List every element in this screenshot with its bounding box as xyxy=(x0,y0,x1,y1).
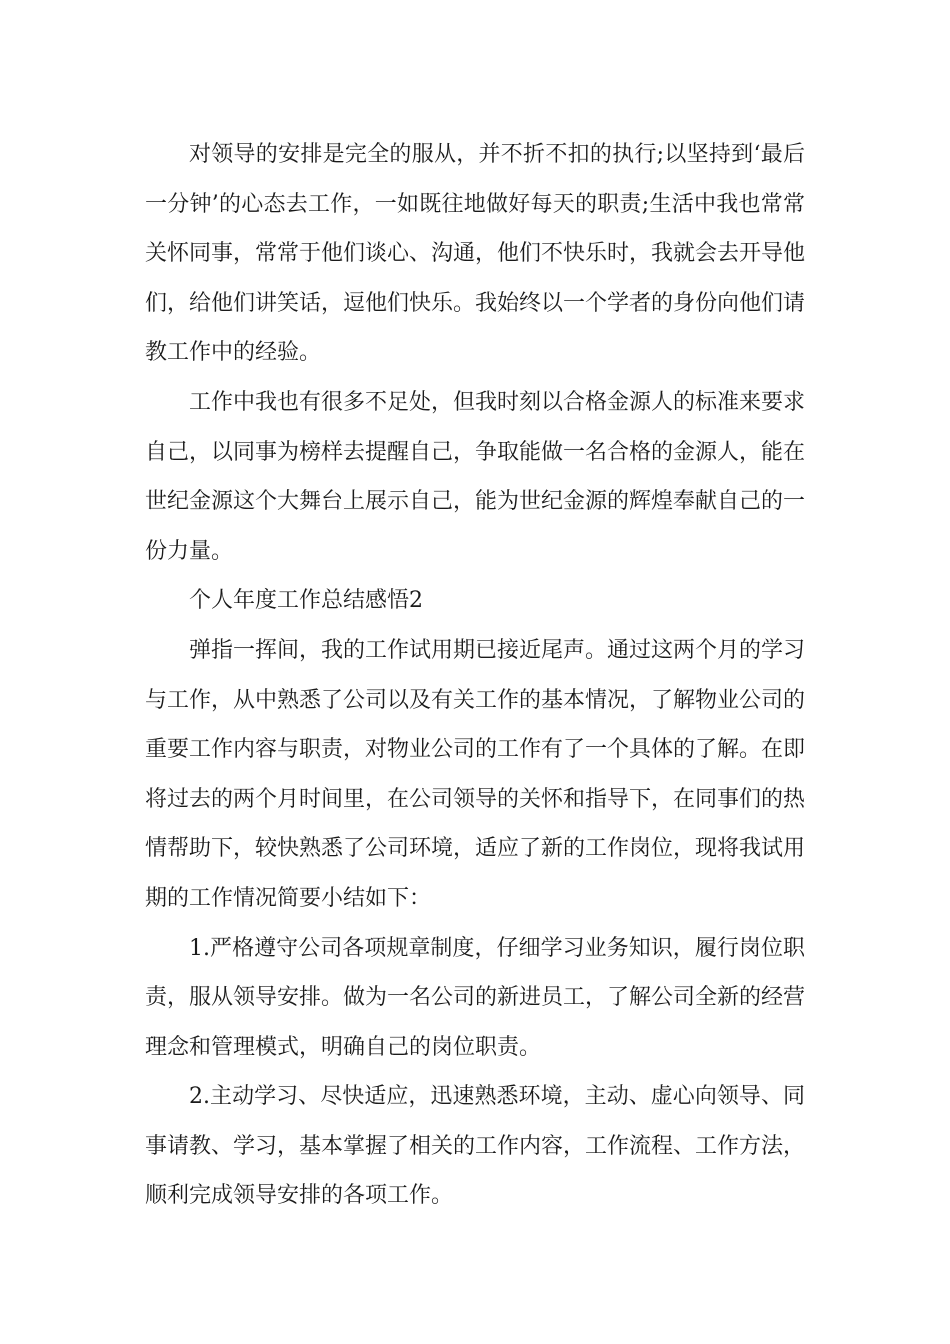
paragraph-shortcomings: 工作中我也有很多不足处，但我时刻以合格金源人的标准来要求自己，以同事为榜样去提醒自己，争取能做一名合格的金源人，能在世纪金源这个大舞台上展示自己，能为世纪金源的辉煌奉献自己的一份力量。 xyxy=(145,389,806,564)
paragraph-probation-intro: 弹指一挥间，我的工作试用期已接近尾声。通过这两个月的学习与工作，从中熟悉了公司以及有关工作的基本情况，了解物业公司的重要工作内容与职责，对物业公司的工作有了一个具体的了解。在即将过去的两个月时间里，在公司领导的关怀和指导下，在同事们的热情帮助下，较快熟悉了公司环境，适应了新的工作岗位，现将我试用期的工作情况简要小结如下： xyxy=(145,637,806,911)
document-body xyxy=(145,130,805,1221)
paragraph-obedience: 对领导的安排是完全的服从，并不折不扣的执行;以坚持到‘最后一分钟’的心态去工作，一如既往地做好每天的职责;生活中我也常常关怀同事，常常于他们谈心、沟通，他们不快乐时，我就会去开导他们，给他们讲笑话，逗他们快乐。我始终以一个学者的身份向他们请教工作中的经验。 xyxy=(145,142,806,366)
section-heading: 个人年度工作总结感悟2 xyxy=(189,588,423,614)
list-item-1: 1.严格遵守公司各项规章制度，仔细学习业务知识，履行岗位职责，服从领导安排。做为一名公司的新进员工，了解公司全新的经营理念和管理模式，明确自己的岗位职责。 xyxy=(145,935,806,1060)
list-item-2: 2.主动学习、尽快适应，迅速熟悉环境，主动、虚心向领导、同事请教、学习，基本掌握了相关的工作内容，工作流程、工作方法，顺利完成领导安排的各项工作。 xyxy=(145,1084,806,1209)
